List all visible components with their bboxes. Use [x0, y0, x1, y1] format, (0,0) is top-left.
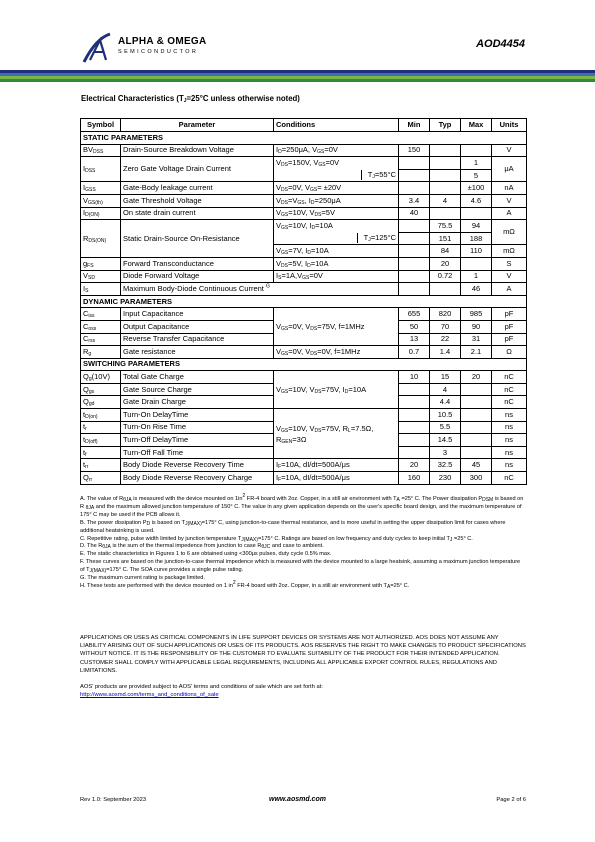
cond-cell: $V_{GS}=10V$, $V_{DS}=75V$, $R_L=7.5\Omega$, $R_{GEN}=3\Omega$ — [274, 409, 399, 459]
param-cell: Turn-Off Fall Time — [121, 446, 274, 459]
company-subtitle: SEMICONDUCTOR — [118, 49, 199, 55]
note-g: G. The maximum current rating is package limited. — [80, 575, 205, 582]
min-cell: 40 — [399, 207, 430, 220]
cond-cell: $I_F=10A$, dI/dt=500A/μs — [274, 459, 399, 472]
max-cell: 4.6 — [461, 194, 492, 207]
typ-cell: 22 — [430, 333, 461, 346]
section-switching: SWITCHING PARAMETERS — [81, 358, 527, 371]
param-cell: Body Diode Reverse Recovery Time — [121, 459, 274, 472]
section-dynamic: DYNAMIC PARAMETERS — [81, 295, 527, 308]
col-header-typ: Typ — [430, 119, 461, 132]
footnote-ref: G — [266, 283, 270, 290]
max-cell — [461, 144, 492, 157]
col-header-parameter: Parameter — [121, 119, 274, 132]
col-header-min: Min — [399, 119, 430, 132]
max-cell: 94 — [461, 220, 492, 233]
max-cell — [461, 446, 492, 459]
min-cell: 13 — [399, 333, 430, 346]
typ-cell: 84 — [430, 245, 461, 258]
min-cell — [399, 182, 430, 195]
footnotes — [80, 493, 526, 591]
symbol-cell: $V_{SD}$ — [81, 270, 121, 283]
max-cell — [461, 434, 492, 447]
min-cell — [399, 446, 430, 459]
min-cell: 3.4 — [399, 194, 430, 207]
unit-cell: S — [492, 257, 527, 270]
min-cell — [399, 409, 430, 422]
unit-cell: ns — [492, 409, 527, 422]
symbol-cell: $Q_g(10V)$ — [81, 371, 121, 384]
max-cell: 1 — [461, 270, 492, 283]
cond-cell: $V_{GS}=10V$, $V_{DS}=5V$ — [274, 207, 399, 220]
typ-cell — [430, 144, 461, 157]
typ-cell: 4 — [430, 383, 461, 396]
note-d: D. The $R_{\theta JA}$ is the sum of the thermal impedence from junction to case $R_{\theta JC}$ and case to ambient. — [80, 543, 324, 551]
table-row — [81, 220, 527, 233]
cond-cell: $V_{DS}=5V$, $I_D=10A$ — [274, 257, 399, 270]
disclaimer-text: APPLICATIONS OR USES AS CRITICAL COMPONENTS IN LIFE SUPPORT DEVICES OR SYSTEMS ARE NOT AUTHORIZED. AOS DOES NOT ASSUME ANY LIABILITY ARISING OUT OF SUCH APPLICATIONS OR USES OF ITS PRODUCTS. AOS RESERVES THE RIGHT TO MAKE CHANGES TO PRODUCT SPECIFICATIONS WITHOUT NOTICE. IT IS THE RESPONSIBILITY OF THE CUSTOMER TO EVALUATE SUITABILITY OF THE PRODUCT FOR THEIR INTENDED APPLICATION. CUSTOMER SHALL COMPLY WITH APPLICABLE LEGAL REQUIREMENTS, INCLUDING ALL APPLICABLE EXPORT CONTROL RULES, REGULATIONS AND LIMITATIONS. — [80, 635, 526, 674]
unit-cell: nC — [492, 371, 527, 384]
section-row — [81, 295, 527, 308]
param-cell: Output Capacitance — [121, 320, 274, 333]
unit-cell: pF — [492, 333, 527, 346]
min-cell: 160 — [399, 472, 430, 485]
table-row — [81, 346, 527, 359]
unit-cell: pF — [492, 308, 527, 321]
typ-cell: 20 — [430, 257, 461, 270]
disclaimer — [80, 634, 526, 699]
max-cell: 90 — [461, 320, 492, 333]
min-cell: 0.7 — [399, 346, 430, 359]
table-row — [81, 283, 527, 296]
param-cell: Input Capacitance — [121, 308, 274, 321]
unit-cell: A — [492, 207, 527, 220]
max-cell: ±100 — [461, 182, 492, 195]
min-cell — [399, 157, 430, 170]
page-number: Page 2 of 6 — [496, 797, 526, 803]
cond-cell: $I_F=10A$, dI/dt=500A/μs — [274, 472, 399, 485]
unit-cell: ns — [492, 446, 527, 459]
table-row — [81, 207, 527, 220]
header-stripes — [0, 70, 595, 82]
max-cell — [461, 383, 492, 396]
typ-cell: 4 — [430, 194, 461, 207]
param-cell: Reverse Transfer Capacitance — [121, 333, 274, 346]
param-cell: Gate Threshold Voltage — [121, 194, 274, 207]
note-c: C. Repetitive rating, pulse width limited by junction temperature $T_{J(MAX)}=175^\circ$ C. Ratings are based on low frequency and duty cycles to keep initial $T_J =25^\circ$ C. — [80, 535, 473, 543]
max-cell: 20 — [461, 371, 492, 384]
min-cell: 10 — [399, 371, 430, 384]
symbol-cell: $V_{GS(th)}$ — [81, 194, 121, 207]
max-cell: 188 — [461, 232, 492, 245]
param-cell: On state drain current — [121, 207, 274, 220]
typ-cell: 230 — [430, 472, 461, 485]
cond-cell: $V_{GS}=10V$, $I_D=10A$ — [274, 220, 399, 233]
table-row — [81, 371, 527, 384]
max-cell — [461, 207, 492, 220]
typ-cell: 75.5 — [430, 220, 461, 233]
unit-cell: mΩ — [492, 245, 527, 258]
max-cell: 110 — [461, 245, 492, 258]
electrical-characteristics-table — [80, 118, 527, 485]
unit-cell: pF — [492, 320, 527, 333]
param-cell: Static Drain-Source On-Resistance — [121, 220, 274, 258]
min-cell: 150 — [399, 144, 430, 157]
symbol-cell: $Q_{gs}$ — [81, 383, 121, 396]
min-cell: 655 — [399, 308, 430, 321]
param-cell: Turn-Off DelayTime — [121, 434, 274, 447]
max-cell — [461, 409, 492, 422]
max-cell — [461, 257, 492, 270]
symbol-cell: $R_g$ — [81, 346, 121, 359]
typ-cell: 4.4 — [430, 396, 461, 409]
symbol-cell: $t_{D(on)}$ — [81, 409, 121, 422]
symbol-cell: $I_{D(ON)}$ — [81, 207, 121, 220]
param-cell: Body Diode Reverse Recovery Charge — [121, 472, 274, 485]
col-header-conditions: Conditions — [274, 119, 399, 132]
typ-cell: 0.72 — [430, 270, 461, 283]
symbol-cell: $t_{rr}$ — [81, 459, 121, 472]
cond-cell — [274, 232, 399, 245]
min-cell — [399, 421, 430, 434]
unit-cell: mΩ — [492, 220, 527, 245]
table-row — [81, 409, 527, 422]
typ-cell: 151 — [430, 232, 461, 245]
cond-cell: $I_S=1A,V_{GS}=0V$ — [274, 270, 399, 283]
table-row — [81, 194, 527, 207]
param-cell: Total Gate Charge — [121, 371, 274, 384]
tj-cond: $T_J=125^\circ C$ — [357, 233, 396, 243]
min-cell — [399, 270, 430, 283]
symbol-cell: $t_f$ — [81, 446, 121, 459]
company-name: ALPHA & OMEGA — [118, 36, 207, 47]
min-cell — [399, 396, 430, 409]
max-cell — [461, 396, 492, 409]
cond-cell: $V_{GS}=7V$, $I_D=10A$ — [274, 245, 399, 258]
table-row — [81, 157, 527, 170]
param-cell: Gate Drain Charge — [121, 396, 274, 409]
max-cell: 31 — [461, 333, 492, 346]
col-header-units: Units — [492, 119, 527, 132]
min-cell — [399, 383, 430, 396]
unit-cell: Ω — [492, 346, 527, 359]
cond-cell: $V_{GS}=0V$, $V_{DS}=0V$, f=1MHz — [274, 346, 399, 359]
param-cell: Gate resistance — [121, 346, 274, 359]
typ-cell — [430, 182, 461, 195]
typ-cell: 5.5 — [430, 421, 461, 434]
unit-cell: ns — [492, 434, 527, 447]
param-cell: Diode Forward Voltage — [121, 270, 274, 283]
typ-cell: 32.5 — [430, 459, 461, 472]
symbol-cell: $t_r$ — [81, 421, 121, 434]
param-cell: Gate Source Charge — [121, 383, 274, 396]
cond-cell: $V_{DS}=150V$, $V_{GS}=0V$ — [274, 157, 399, 170]
unit-cell: V — [492, 270, 527, 283]
table-row — [81, 270, 527, 283]
symbol-cell: $C_{iss}$ — [81, 308, 121, 321]
symbol-cell: $BV_{DSS}$ — [81, 144, 121, 157]
table-header-row — [81, 119, 527, 132]
cond-cell: $V_{DS}=V_{GS}$, $I_D=250\mu A$ — [274, 194, 399, 207]
typ-cell: 14.5 — [430, 434, 461, 447]
col-header-symbol: Symbol — [81, 119, 121, 132]
table-row — [81, 459, 527, 472]
param-text: Maximum Body-Diode Continuous Current — [123, 283, 264, 293]
typ-cell — [430, 283, 461, 296]
param-cell: Gate-Body leakage current — [121, 182, 274, 195]
table-row — [81, 257, 527, 270]
symbol-cell: $I_{DSS}$ — [81, 157, 121, 182]
revision-label: Rev 1.0: September 2023 — [80, 797, 147, 803]
note-a: A. The value of $R_{\theta JA}$ is measured with the device mounted on $1in^2$ FR-4 board with 2oz. Copper, in a still air environment with $T_A =25^\circ$ C. The Power dissipation $P_{DSM}$ is based on R $_{\theta JA}$ and the maximum allowed junction temperature of 150° C. The value in any given application depends on the user's specific board design, and the maximum temperature of 175° C may be used if the PCB allows it. — [80, 493, 524, 518]
terms-text: AOS' products are provided subject to AOS' terms and conditions of sale which are set forth at: — [80, 684, 323, 691]
cond-cell: $I_D=250\mu A$, $V_{GS}=0V$ — [274, 144, 399, 157]
note-h: H. These tests are performed with the device mounted on 1 $in^2$ FR-4 board with 2oz. Copper, in a still air environment with $T_A=25^\circ$ C. — [80, 580, 410, 590]
symbol-cell: $R_{DS(ON)}$ — [81, 220, 121, 258]
min-cell — [399, 257, 430, 270]
symbol-cell: $C_{oss}$ — [81, 320, 121, 333]
min-cell: 20 — [399, 459, 430, 472]
typ-cell: 70 — [430, 320, 461, 333]
unit-cell: nC — [492, 396, 527, 409]
unit-cell: nA — [492, 182, 527, 195]
symbol-cell: $Q_{gd}$ — [81, 396, 121, 409]
section-title: Electrical Characteristics ($T_J=25^\circ C$ unless otherwise noted) — [81, 94, 300, 104]
section-static: STATIC PARAMETERS — [81, 132, 527, 145]
min-cell — [399, 245, 430, 258]
symbol-cell: $Q_{rr}$ — [81, 472, 121, 485]
unit-cell: nC — [492, 383, 527, 396]
note-b: B. The power dissipation $P_D$ is based on $T_{J(MAX)}=175^\circ$ C, using junction-to-case thermal resistance, and is more useful in setting the upper dissipation limit for cases where additional heatsinking is used. — [80, 519, 506, 534]
cond-cell — [274, 169, 399, 182]
min-cell — [399, 169, 430, 182]
company-logo-icon — [80, 30, 116, 68]
max-cell — [461, 421, 492, 434]
col-header-max: Max — [461, 119, 492, 132]
min-cell — [399, 434, 430, 447]
min-cell: 50 — [399, 320, 430, 333]
terms-link[interactable]: http://www.aosmd.com/terms_and_conditions_of_sale — [80, 692, 219, 699]
table-row — [81, 144, 527, 157]
unit-cell: nC — [492, 472, 527, 485]
typ-cell — [430, 207, 461, 220]
part-number: AOD4454 — [476, 38, 525, 50]
unit-cell: ns — [492, 459, 527, 472]
typ-cell — [430, 169, 461, 182]
max-cell: 5 — [461, 169, 492, 182]
param-cell: Turn-On Rise Time — [121, 421, 274, 434]
min-cell — [399, 283, 430, 296]
typ-cell: 10.5 — [430, 409, 461, 422]
unit-cell: ns — [492, 421, 527, 434]
max-cell: 300 — [461, 472, 492, 485]
unit-cell: V — [492, 144, 527, 157]
max-cell: 1 — [461, 157, 492, 170]
symbol-cell: $I_S$ — [81, 283, 121, 296]
param-cell: Forward Transconductance — [121, 257, 274, 270]
tj-cond: $T_J=55^\circ C$ — [361, 170, 396, 180]
typ-cell: 15 — [430, 371, 461, 384]
min-cell — [399, 232, 430, 245]
typ-cell: 3 — [430, 446, 461, 459]
table-row — [81, 182, 527, 195]
typ-cell — [430, 157, 461, 170]
page-header — [0, 0, 595, 90]
website-label: www.aosmd.com — [269, 796, 326, 803]
table-row — [81, 472, 527, 485]
max-cell: 2.1 — [461, 346, 492, 359]
note-e: E. The static characteristics in Figures 1 to 6 are obtained using <300μs pulses, duty cycle 0.5% max. — [80, 551, 332, 558]
param-cell: Turn-On DelayTime — [121, 409, 274, 422]
cond-cell: $V_{DS}=0V$, $V_{GS}= \pm 20V$ — [274, 182, 399, 195]
unit-cell: A — [492, 283, 527, 296]
cond-cell: $V_{GS}=10V$, $V_{DS}=75V$, $I_D=10A$ — [274, 371, 399, 409]
symbol-cell: $I_{GSS}$ — [81, 182, 121, 195]
unit-cell: V — [492, 194, 527, 207]
symbol-cell: $t_{D(off)}$ — [81, 434, 121, 447]
max-cell: 45 — [461, 459, 492, 472]
param-cell: Drain-Source Breakdown Voltage — [121, 144, 274, 157]
section-row — [81, 358, 527, 371]
param-cell — [121, 283, 399, 296]
min-cell — [399, 220, 430, 233]
typ-cell: 1.4 — [430, 346, 461, 359]
cond-cell: $V_{GS}=0V$, $V_{DS}=75V$, f=1MHz — [274, 308, 399, 346]
typ-cell: 820 — [430, 308, 461, 321]
max-cell: 985 — [461, 308, 492, 321]
section-row — [81, 132, 527, 145]
symbol-cell: $C_{rss}$ — [81, 333, 121, 346]
note-f: F. These curves are based on the junction-to-case thermal impedence which is measured with the device mounted to a large heatsink, assuming a maximum junction temperature of $T_{J(MAX)}=175^\circ$ C. The SOA curve provides a single pulse rating. — [80, 559, 521, 575]
max-cell: 46 — [461, 283, 492, 296]
param-cell: Zero Gate Voltage Drain Current — [121, 157, 274, 182]
unit-cell: μA — [492, 157, 527, 182]
symbol-cell: $g_{FS}$ — [81, 257, 121, 270]
table-row — [81, 308, 527, 321]
